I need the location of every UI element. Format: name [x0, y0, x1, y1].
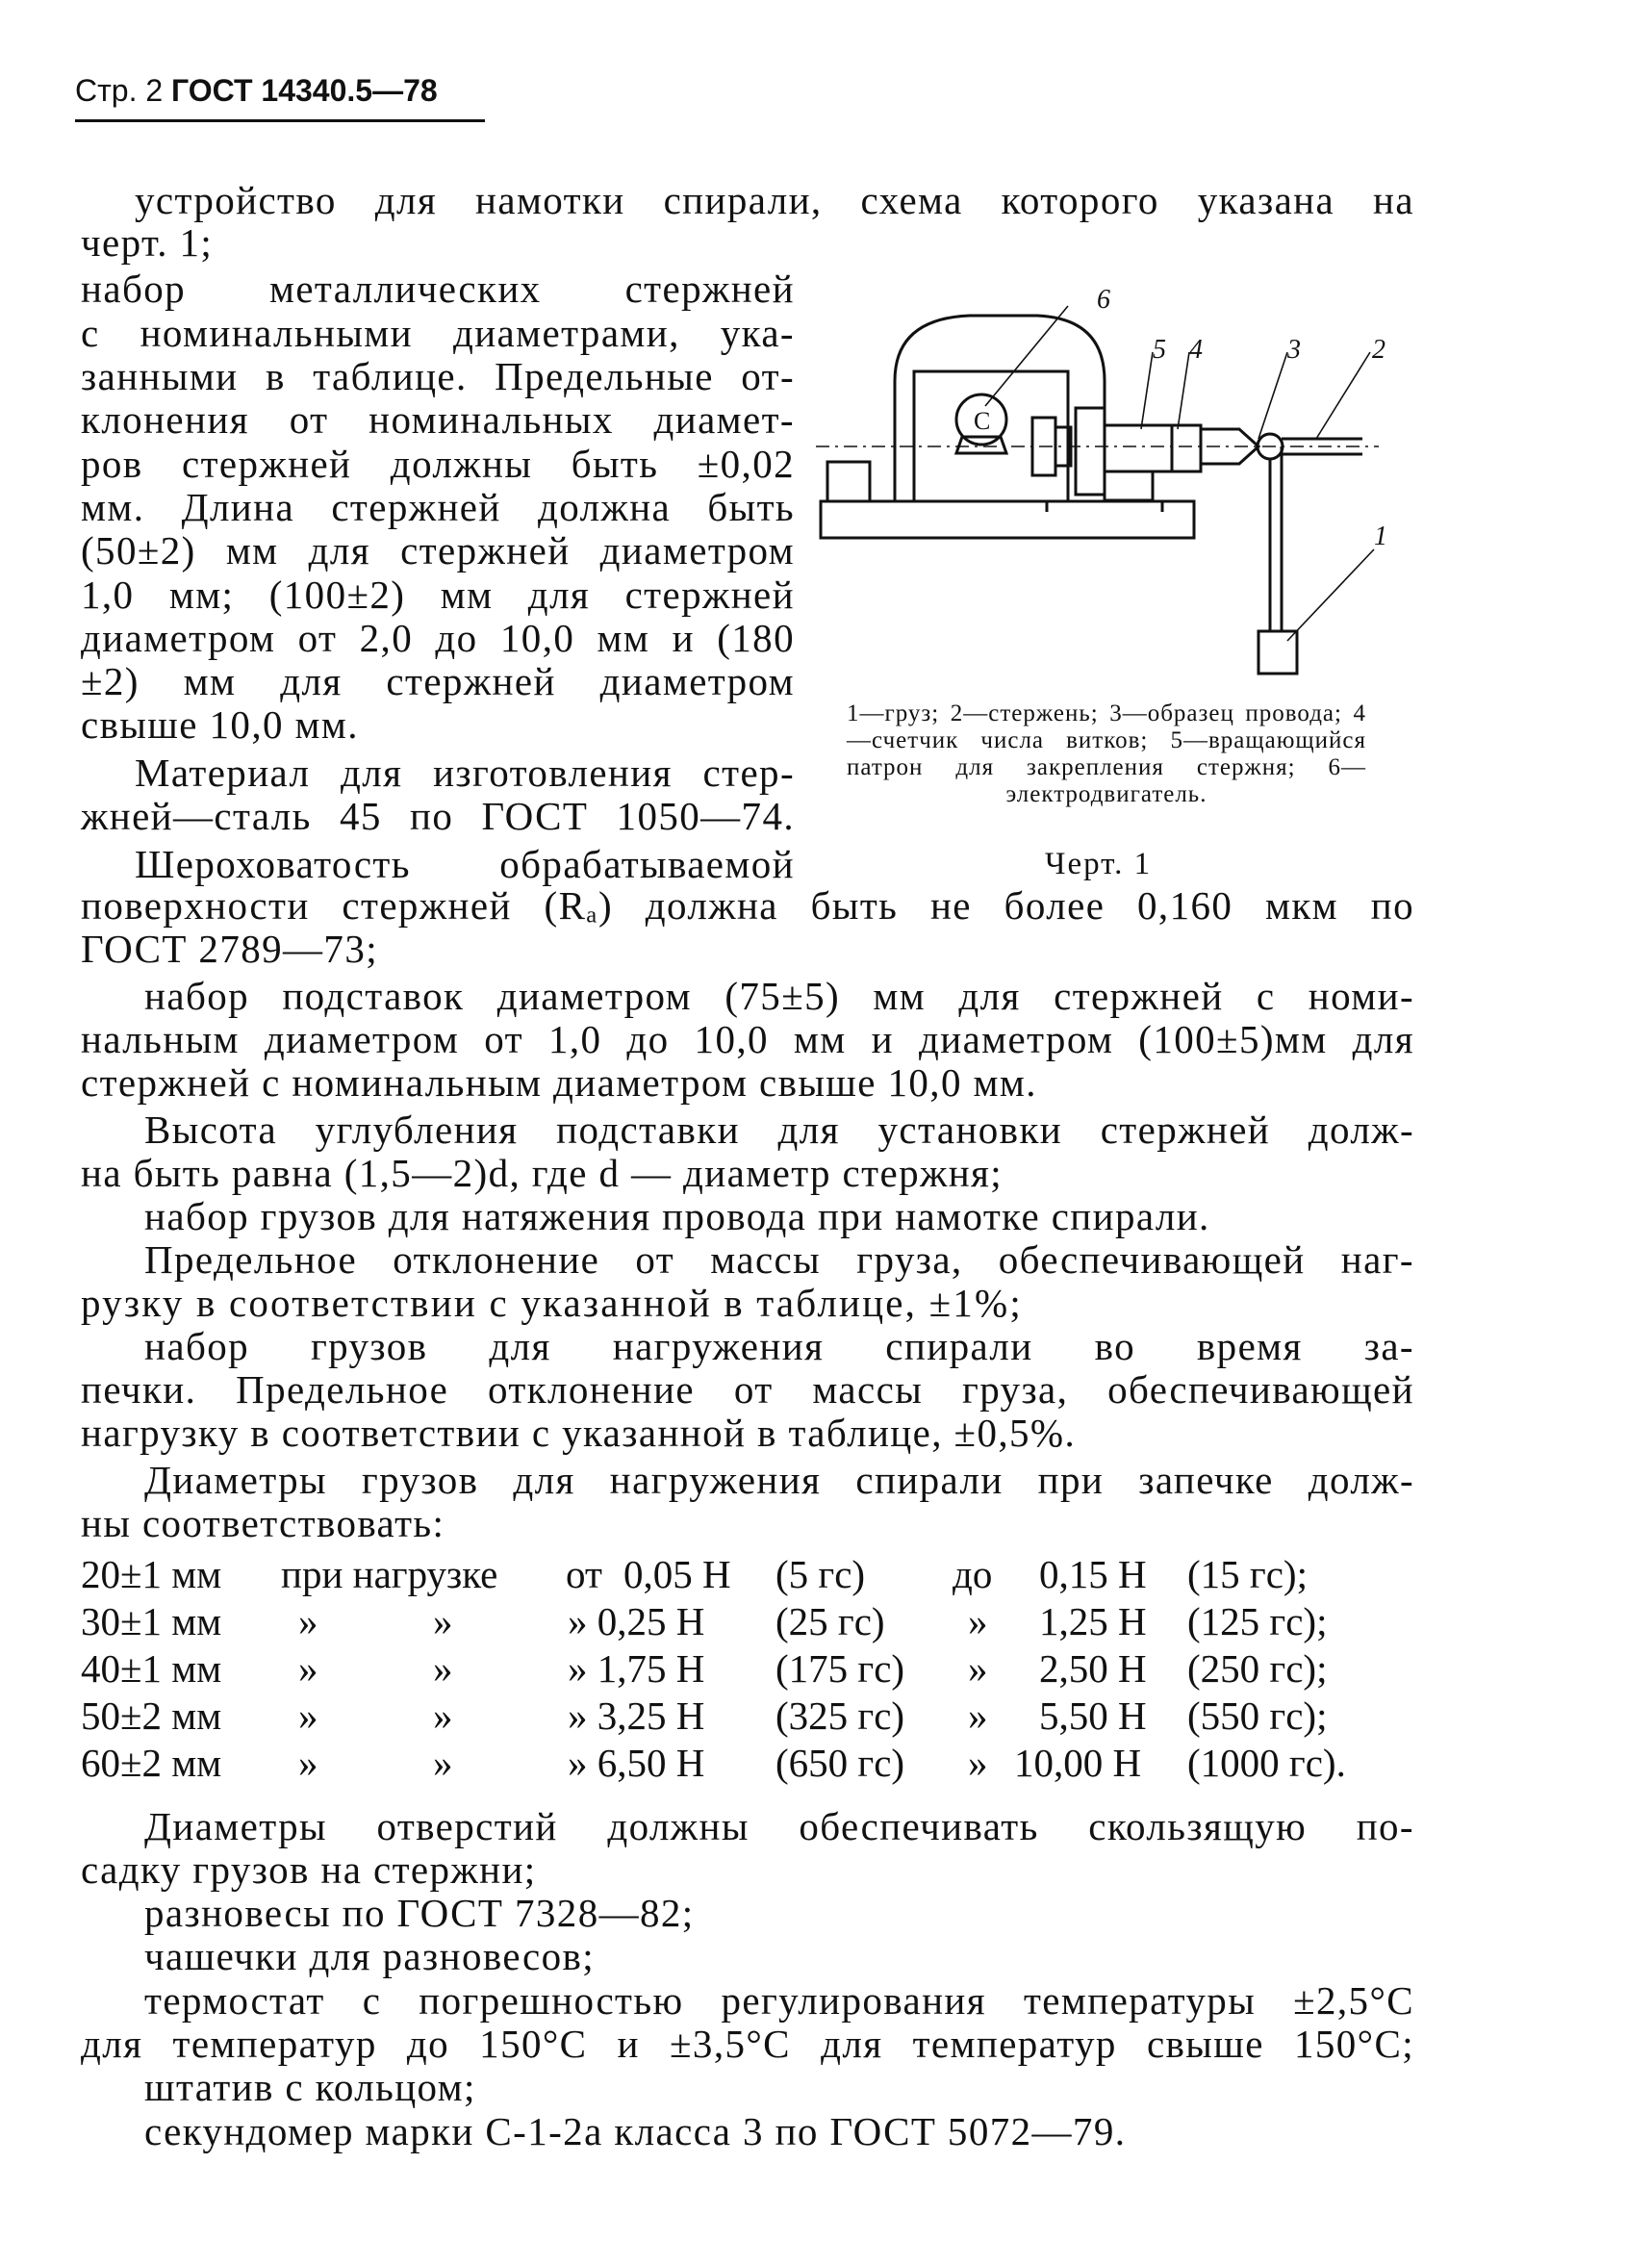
text-line: печки. Предельное отклонение от массы груза, обеспечивающей [81, 1367, 1414, 1412]
cell-diameter: 50±2 мм [81, 1693, 222, 1738]
text-line: диаметром от 2,0 до 10,0 мм и (180 [81, 616, 795, 660]
cell-ditto: » [968, 1599, 988, 1643]
cell-load-max: 1,25 Н [1039, 1599, 1147, 1643]
text-line: Диаметры грузов для нагружения спирали при запечке долж- [144, 1458, 1414, 1502]
cell-ditto: » [298, 1693, 318, 1738]
cell-gf-max: (15 гс); [1187, 1552, 1308, 1596]
cell-load-min: » 3,25 Н [568, 1693, 705, 1738]
text-line: 1,0 мм; (100±2) мм для стержней [81, 573, 795, 617]
text-line: занными в таблице. Предельные от- [81, 354, 795, 398]
text-line: нагрузку в соответствии с указанной в таблице, ±0,5%. [81, 1411, 1077, 1455]
cell-ditto: » [433, 1741, 453, 1785]
fig-label-6: 6 [1097, 285, 1110, 315]
text-line: устройство для намотки спирали, схема которого указана на [135, 178, 1414, 222]
cell-text: при нагрузке [281, 1552, 498, 1596]
cell-ditto: » [433, 1693, 453, 1738]
cell-ditto: » [298, 1741, 318, 1785]
cell-to: до [953, 1552, 993, 1596]
cell-load-max: 0,15 Н [1039, 1552, 1147, 1596]
text-line: ны соответствовать: [81, 1501, 445, 1545]
cell-ditto: » [968, 1741, 988, 1785]
text-line: рузку в соответствии с указанной в таблице, ±1%; [81, 1281, 1023, 1325]
cell-gf-min: (325 гс) [775, 1693, 905, 1738]
cell-ditto: » [298, 1646, 318, 1691]
cell-load-max: 10,00 Н [1014, 1741, 1142, 1785]
winding-device-drawing [816, 285, 1403, 679]
text-line: набор грузов для натяжения провода при намотке спирали. [144, 1194, 1210, 1238]
header-rule [75, 119, 485, 122]
text-line: ±2) мм для стержней диаметром [81, 659, 795, 703]
cell-diameter: 30±1 мм [81, 1599, 222, 1643]
text-line: набор подставок диаметром (75±5) мм для стержней с номи- [144, 974, 1414, 1018]
figure-title: Черт. 1 [1045, 847, 1153, 881]
cell-ditto: » [968, 1693, 988, 1738]
cell-ditto: » [433, 1646, 453, 1691]
cell-ditto: » [433, 1599, 453, 1643]
cell-diameter: 60±2 мм [81, 1741, 222, 1785]
cell-gf-max: (125 гс); [1187, 1599, 1328, 1643]
cell-load-min: 0,05 Н [623, 1552, 731, 1596]
text-line: Диаметры отверстий должны обеспечивать скользящую по- [144, 1804, 1414, 1848]
cell-load-min: » 6,50 Н [568, 1741, 705, 1785]
cell-gf-min: (5 гс) [775, 1552, 866, 1596]
text-line: черт. 1; [81, 220, 214, 265]
text-line: Высота углубления подставки для установки стержней долж- [144, 1108, 1414, 1152]
cell-ditto: » [298, 1599, 318, 1643]
cell-gf-max: (550 гс); [1187, 1693, 1328, 1738]
text-line: набор металлических стержней [81, 267, 795, 311]
cell-ditto: » [968, 1646, 988, 1691]
cell-gf-min: (25 гс) [775, 1599, 885, 1643]
cell-load-max: 2,50 Н [1039, 1646, 1147, 1691]
text-line: для температур до 150°С и ±3,5°С для температур свыше 150°С; [81, 2022, 1414, 2066]
text-line: клонения от номинальных диамет- [81, 397, 795, 442]
text-line: нальным диаметром от 1,0 до 10,0 мм и диаметром (100±5)мм для [81, 1017, 1414, 1061]
cell-from: от [566, 1552, 602, 1596]
fig-label-2: 2 [1372, 335, 1385, 365]
text-line: Предельное отклонение от массы груза, обеспечивающей наг- [144, 1237, 1414, 1282]
text-line: секундомер марки С-1-2а класса 3 по ГОСТ 5072—79. [144, 2109, 1127, 2153]
text-line: свыше 10,0 мм. [81, 702, 359, 747]
text-line: Материал для изготовления стер- [135, 751, 795, 795]
text-line: термостат с погрешностью регулирования температуры ±2,5°С [144, 1978, 1414, 2023]
fig-label-1: 1 [1374, 522, 1387, 551]
figure-caption: 1—груз; 2—стержень; 3—образец провода; 4—счетчик числа витков; 5—вращающийся патрон для закрепления стержня; 6—электродвигатель. [847, 700, 1366, 807]
cell-load-max: 5,50 Н [1039, 1693, 1147, 1738]
cell-load-min: » 1,75 Н [568, 1646, 705, 1691]
text-line: жней—сталь 45 по ГОСТ 1050—74. [81, 794, 795, 838]
cell-gf-max: (1000 гс). [1187, 1741, 1346, 1785]
page-number: Стр. 2 [75, 73, 164, 108]
text-line: мм. Длина стержней должна быть [81, 485, 795, 529]
text-line: штатив с кольцом; [144, 2065, 476, 2109]
text-line: стержней с номинальным диаметром свыше 10,0 мм. [81, 1060, 1037, 1105]
cell-gf-max: (250 гс); [1187, 1646, 1328, 1691]
fig-label-5: 5 [1153, 335, 1166, 365]
text-line: ров стержней должны быть ±0,02 [81, 442, 795, 486]
text-line: поверхности стержней (Rₐ) должна быть не более 0,160 мкм по [81, 883, 1414, 928]
cell-gf-min: (175 гс) [775, 1646, 905, 1691]
cell-diameter: 40±1 мм [81, 1646, 222, 1691]
text-line: разновесы по ГОСТ 7328—82; [144, 1891, 695, 1935]
fig-label-4: 4 [1189, 335, 1203, 365]
text-line: с номинальными диаметрами, ука- [81, 311, 795, 355]
cell-diameter: 20±1 мм [81, 1552, 222, 1596]
text-line: Шероховатость обрабатываемой [135, 842, 795, 886]
text-line: ГОСТ 2789—73; [81, 927, 379, 971]
cell-gf-min: (650 гс) [775, 1741, 905, 1785]
text-line: на быть равна (1,5—2)d, где d — диаметр стержня; [81, 1151, 1004, 1195]
text-line: (50±2) мм для стержней диаметром [81, 528, 795, 573]
page-header [75, 71, 438, 110]
fig-label-3: 3 [1287, 335, 1301, 365]
standard-number: ГОСТ 14340.5—78 [171, 73, 438, 108]
text-line: набор грузов для нагружения спирали во время за- [144, 1324, 1414, 1368]
cell-load-min: » 0,25 Н [568, 1599, 705, 1643]
text-line: чашечки для разновесов; [144, 1934, 596, 1978]
motor-mark: С [974, 407, 991, 435]
text-line: садку грузов на стержни; [81, 1847, 537, 1892]
